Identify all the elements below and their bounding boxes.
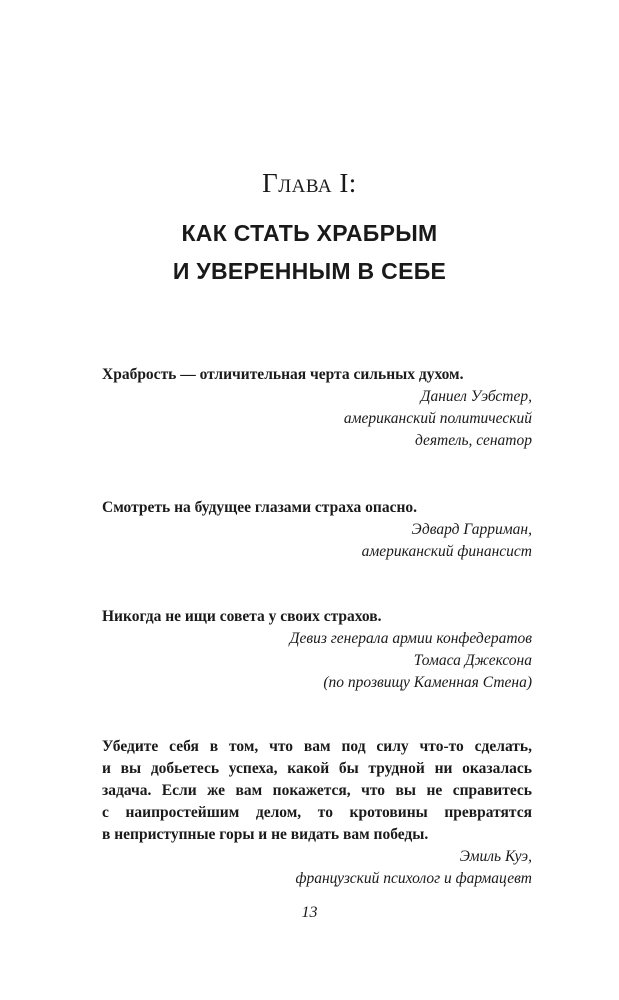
chapter-title-line: И УВЕРЕННЫМ В СЕБЕ — [172, 258, 447, 284]
attribution-line: Томаса Джексона — [413, 652, 532, 669]
epigraph-quote — [102, 497, 532, 563]
quote-line: в неприступные горы и не видать вам победы. — [102, 826, 429, 843]
quote-text: Храбрость — отличительная черта сильных духом. — [102, 366, 464, 383]
attribution-line: (по прозвищу Каменная Стена) — [323, 674, 532, 691]
quote-text: Смотреть на будущее глазами страха опасно. — [102, 499, 418, 516]
attribution-line: Эмиль Куэ, — [459, 848, 532, 865]
quote-attribution — [102, 846, 532, 890]
attribution-line: деятель, сенатор — [414, 432, 532, 449]
quote-attribution — [102, 519, 532, 563]
page-number: 13 — [301, 904, 318, 921]
epigraph-quote — [102, 606, 532, 694]
attribution-line: американский политический — [343, 410, 532, 427]
attribution-line: американский финансист — [361, 543, 532, 560]
quote-line: Убедите себя в том, что вам под силу что-то сделать, — [102, 738, 532, 755]
attribution-line: Девиз генерала армии конфедератов — [289, 630, 532, 647]
attribution-line: Даниел Уэбстер, — [420, 388, 532, 405]
chapter-heading: Глава I: — [262, 168, 357, 198]
chapter-title — [0, 214, 619, 290]
quote-text: Никогда не ищи совета у своих страхов. — [102, 608, 382, 625]
chapter-title-line: КАК СТАТЬ ХРАБРЫМ — [181, 220, 438, 246]
quote-attribution — [102, 628, 532, 694]
quote-line: с наипростейшим делом, то кротовины превратятся — [102, 804, 532, 821]
quote-line: задача. Если же вам покажется, что вы не справитесь — [102, 782, 532, 799]
quote-line: и вы добьетесь успеха, какой бы трудной ни оказалась — [102, 760, 532, 777]
attribution-line: Эдвард Гарриман, — [411, 521, 532, 538]
epigraph-quote — [102, 736, 532, 890]
quote-attribution — [102, 386, 532, 452]
quote-text — [102, 736, 532, 846]
epigraph-quote — [102, 364, 532, 452]
attribution-line: французский психолог и фармацевт — [295, 870, 532, 887]
